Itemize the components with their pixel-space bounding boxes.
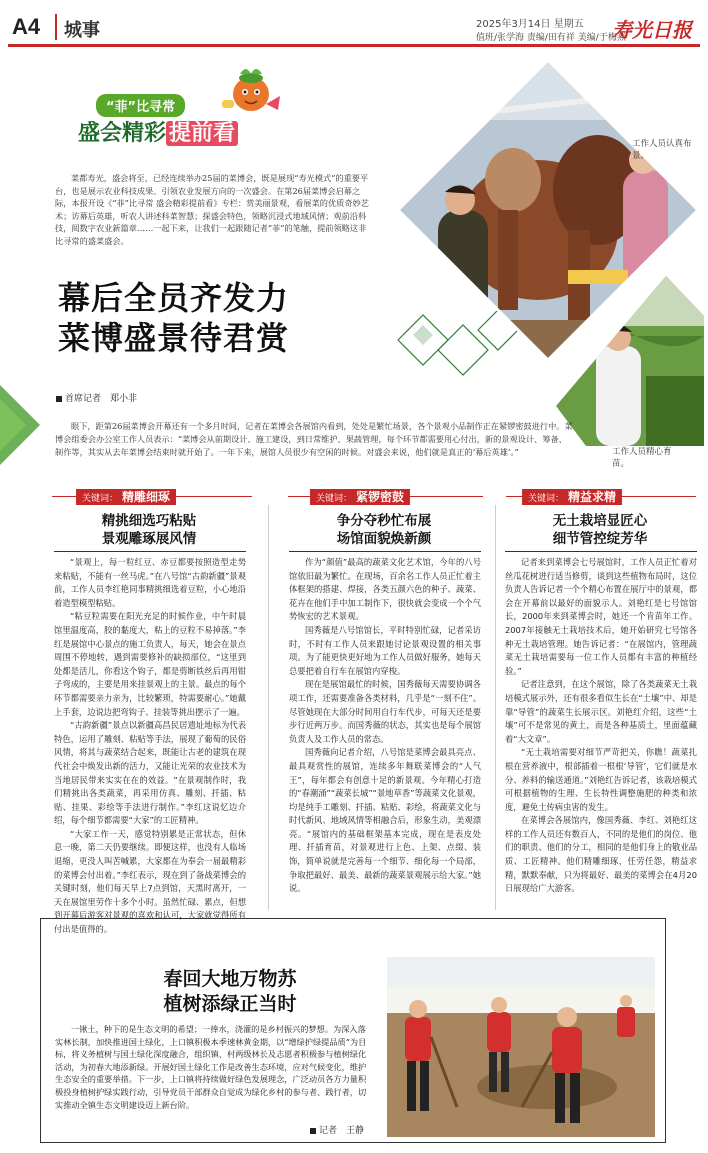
paragraph: 记者注意到，在这个展馆，除了各类蔬菜无土栽培模式展示外，还有很多看似生长在“土壤”中、却是靠“导管”的蔬菜生长展示区。刘艳红介绍，这些“土壤”可不是常见的黄土，而是各种基质土，里面蕴藏着“大文章”。 [505,679,697,744]
subhead-3-line-2: 细节管控绽芳华 [552,531,648,547]
byline-text: 记者 王静 [319,1126,365,1136]
tree-planting-text: 一锹土，种下的是生态文明的希望；一捧水，浇灌的是乡村振兴的梦想。为深入落实林长制，加快推进国土绿化，上口镇积极本季速林黄金期，以“增绿护绿提品质”为目标，将义务植树与国土绿化深度融合，组织镇、村两级林长及志愿者积极参与植树绿化活动，为初春大地添新绿。开展好国土绿化工作是改善生态环境，应对气候变化，维护生态安全的重要举措。下一步，上口镇将持续做好绿色发展理念，广泛动员各方力量积极投身植树护绿实践行动，引导党员干部群众自觉成为绿化乡村的参与者、践行者，切实推动全镇生态文明建设迈上新台阶。 [55,1024,367,1110]
tree-planting-headline [100,967,360,1017]
paragraph: “粘豆粒需要在阳光充足的时候作业，中午时晨馆里温度高，胶的黏度大，粘上的豆粒不易掉落。”李红是展馆中心景点的施工负责人，每天，她会在景点周围不停地转，遇到需要修补的缺损部位，“这里到处都是活儿，你看这个钩子，都是剪断铁丝后再用钳子弯成的，主要是用来挂景观上的主景。最点的每个环节都需要亲力亲为，比较繁琐，特需要耐心。”她戴上手套，边说边把弯钩子、挂装等挑出摆示了一遍。 [54,611,246,717]
subhead-3-line-1: 无土栽培显匠心 [552,513,648,529]
newspaper-logo: 寿光日报 [612,18,692,42]
paragraph: 现在是展馆最忙的时候，国秀薇每天需要协调各项工作，还需要准备各类材料，几乎是“一刻不住”。尽管她现在大部分时间用自行车代步，可每天还是要步行近两万步。而国秀薇的状态，其实也是每个展馆负责人及工作人员的常态。 [289,679,481,744]
subhead-rule-2 [289,551,481,552]
page-number: A4 [12,14,41,39]
column-banner [78,116,238,147]
article-column-3 [505,556,697,896]
subhead-2-line-1: 争分夺秒忙布展 [336,513,432,529]
subhead-3 [505,512,695,548]
paragraph: 国秀薇是八号馆馆长，平时特别忙碌，记者采访时，不时有工作人员来跟她讨论景观设置的相关事项。为了能更快更好地为工作人员做好服务，她每天总要把着自行车在展馆内穿梭。 [289,624,481,676]
header-rule [8,44,700,47]
column-banner-highlight: 提前看 [166,121,238,146]
subhead-1 [54,512,244,548]
paragraph: “大家工作一天，感觉特别累是正常状态，但休息一晚，第二天仍要继续。即便这样，也没有人临场退缩，更没人叫苦喊累，大家都在为奉会一届最精彩的菜博会付出着。”李红表示，现在到了备战菜博会的关键时刻，他们每天早上7点到馆，天黑时离开，一天在展馆里劳作十多个小时。虽然忙碌、累点，但想到开幕后游客对景观的喜欢和认可，大家就觉得所有付出是值得的。 [54,828,246,935]
subhead-rule-3 [505,551,697,552]
paragraph: 在菜博会各展馆内，像国秀薇、李红、刘艳红这样的工作人员还有数百人，不同的是他们的岗位、他们的职责、他们的分工，相同的是他们身上的敬业品质、工匠精神。他们精雕细琢，任劳任怨，精益求精，默默奉献，只为将最好、最美的菜博会在4月20日展现给广大游客。 [505,815,697,894]
headline-line-1: 幕后全员齐发力 [58,279,290,317]
keyword-label: 关键词： [316,494,353,504]
section-name: 城事 [64,20,100,41]
photo-caption-2: 工作人员精心育苗。 [612,447,672,469]
column-banner-main: 盛会精彩 [78,121,167,146]
tree-planting-headline-line-2: 植树添绿正当时 [163,993,297,1015]
arrow-decoration [0,385,40,465]
lead-paragraph: 眼下，距第26届菜博会开幕还有一个多月时间，记者在菜博会各展馆内看到，处处是繁忙场景，各个景观小品制作正在紧锣密鼓进行中。菜博会组委会办公室工作人员表示：“菜博会从前期设计、施工建设，到日常维护、果蔬管理，每个环节都需要用心付出，新的景观设计、筹备、制作等，其实从去年菜博会结束时就开始了。一年下来，展馆人员很少有空闲的时候。对盛会来说，他们就是真正的‘幕后英雄’。” [55,421,573,457]
paragraph: “无土栽培需要对细节严苛把关，你瞧！蔬菜扎根在营养液中，根部插着一根根‘导管’，它们就是水分、养料的输送通道。”刘艳红告诉记者，该栽培模式可根据植物的生理、生长特性调整施肥的种类和浓度，避免土传病虫害的发生。 [505,747,697,812]
keyword-text: 精雕细琢 [122,490,171,504]
keyword-tag-1 [76,489,176,505]
column-intro: 菜都寿光，盛会将至，已经连续举办25届的菜博会，既是展现“寿光模式”的重要平台，也是展示农业科技成果、引领农业发展方向的一次盛会。在第26届菜博会启幕之际，本报开设《“菲”比寻常 盛会精彩提前看》专栏：赏美丽景观，看展菜的优质奇妙艺术；访幕后英雄，听农人讲述科菜智慧；探盛会特色，领略沉浸式地域风情；观前沿科技，阅数字农业新篇章……一起下来，让我们一起跟随记者“菲”的笔触，提前领略这非比寻常的盛菜盛会。 [55,173,369,246]
article-column-2 [289,556,481,896]
subhead-1-line-1: 精挑细选巧粘贴 [101,513,197,529]
subhead-2 [289,512,479,548]
tree-planting-byline [310,1123,364,1136]
article-column-1 [54,556,246,937]
keyword-text: 精益求精 [568,490,617,504]
keyword-label: 关键词： [82,494,119,504]
column-tag: “菲”比寻常 [96,94,185,117]
column-divider [268,505,269,910]
paragraph: “古韵新疆”景点以新疆高昌民居遗址地标为代表特色，运用了雕刻、粘贴等手法，展现了葡萄的民俗风情，将其与蔬菜结合起来，既能让古老的建筑在现代社会中焕发出新的活力，又能让光荣的农业技术为当地居民带来实实在在的效益。“在景观制作时，我们精挑出各类蔬菜，再采用仿真、雕刻、扦插、粘贴、挂果、彩绘等手法进行制作。”李红这说忆边介绍，每个细节都需要“大家”的工匠精神。 [54,720,246,826]
paragraph: 作为“颜值”最高的蔬菜文化艺术馆，今年的八号馆依旧最为繁忙。在现场，百余名工作人员正忙着主体框架的搭建、焊接，各类五颜六色的种子、蔬菜、花卉在他们手中加工制作下，很快就会变成一个个气势恢宏的艺术景观。 [289,557,481,622]
byline [56,391,137,404]
keyword-label: 关键词： [528,494,565,504]
keyword-text: 紧锣密鼓 [356,490,405,504]
headline-line-2: 菜博盛景待君赏 [58,319,290,357]
byline-text: 首席记者 郑小非 [65,394,138,404]
paragraph: 记者来到菜博会七号展馆时，工作人员正忙着对丝瓜花树进行适当修剪，谈到这些植物布局时，这位负责人告诉记者一个个精心布置在展厅中的景观，都会在开幕前以最好的面貌示人。刘艳红是七号馆馆长，2000年来到菜博会时，她还一个肯苗年工作。2007年接触无土栽培技术后，她开始研究七号馆各种无土栽培管理。她告诉记者：“在展馆内，管理蔬菜无土栽培需要每一位工作人员都有丰富的种植经验。” [505,557,697,676]
tree-planting-photo [387,957,655,1137]
byline-marker [56,396,62,402]
header-separator [55,14,57,40]
keyword-tag-3 [522,489,622,505]
tree-planting-headline-line-1: 春回大地万物苏 [163,968,297,990]
headline [58,278,289,358]
keyword-tag-2 [310,489,410,505]
mascot-illustration [216,64,286,122]
seedling-photo [556,276,704,446]
column-divider [495,505,496,910]
issue-date: 2025年3月14日 星期五 [476,19,584,30]
byline-marker [310,1128,316,1134]
photo-caption-1: 工作人员认真布景。 [632,139,692,161]
subhead-rule-1 [54,551,246,552]
subhead-1-line-2: 景观雕琢展风情 [101,531,197,547]
subhead-2-line-2: 场馆面貌焕新颜 [336,531,432,547]
editor-credits: 值班/张学海 责编/田有祥 美编/于梅燕 [476,33,626,43]
paragraph: 国秀薇向记者介绍，八号馆是菜博会最具亮点、最具观赏性的展馆，连续多年舞联菜博会的“人气王”，每年都会有创意十足的新景观。今年精心打造的“春潮涌”“蔬菜长城”“景地草香”等蔬菜文化景观，均是纯手工雕刻、扦插、粘贴、彩绘，将蔬菜文化与时代新风、地域风情等相融合后，形象生动，美观漂亮。“展馆内的基础框架基本完成，现在是表皮处理、扦插育苗，对景观进行上色、上架、点缀、装饰，简单说就是完善每一个细节、细化每一个局部，争取把最好、最美、最新的蔬菜景观展示给大家。”她说。 [289,747,481,894]
paragraph: “景观上，每一粒红豆、赤豆都要按照造型走势来粘贴，不能有一丝马虎。”在八号馆“古韵新疆”景观前，工作人员李红艳同事精挑细选着豆粒，小心地沿着造型模型粘贴。 [54,557,246,608]
